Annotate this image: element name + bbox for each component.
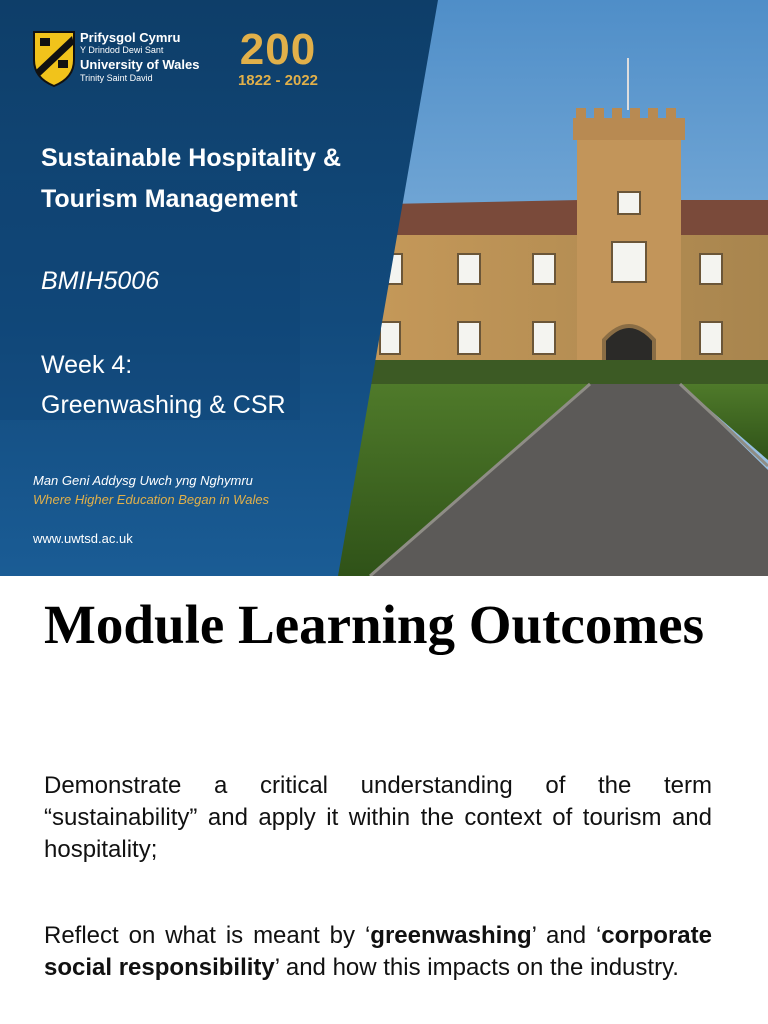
tagline-welsh: Man Geni Addysg Uwch yng Nghymru xyxy=(33,473,253,488)
website-link[interactable]: www.uwtsd.ac.uk xyxy=(33,531,133,546)
university-crest-icon xyxy=(32,30,76,88)
university-subname-welsh: Y Drindod Dewi Sant xyxy=(80,45,164,55)
tagline-english: Where Higher Education Began in Wales xyxy=(33,492,270,507)
week-topic: Greenwashing & CSR xyxy=(41,391,286,419)
outcome-2-text-a: Reflect on what is meant by ‘ xyxy=(44,922,371,949)
learning-outcome-1: Demonstrate a critical understanding of the term “sustainability” and apply it within the context of tourism and hospitality; xyxy=(44,772,712,863)
learning-outcome-2 xyxy=(44,920,712,984)
university-subname-english: Trinity Saint David xyxy=(80,73,153,83)
term-greenwashing: greenwashing xyxy=(370,922,532,949)
outcome-2-text-b: ’ and ‘ xyxy=(531,922,602,949)
bicentenary-number: 200 xyxy=(239,25,317,74)
term-csr: corporate social responsibility xyxy=(44,922,712,981)
course-code: BMIH5006 xyxy=(41,267,160,295)
university-name-welsh: Prifysgol Cymru xyxy=(80,30,181,45)
bicentenary-years: 1822 - 2022 xyxy=(237,72,319,89)
outcome-2-text-c: ’ and how this impacts on the industry. xyxy=(274,954,679,981)
week-block xyxy=(41,345,286,425)
university-name xyxy=(80,30,199,84)
page-heading: Module Learning Outcomes xyxy=(44,594,704,655)
bicentenary-logo xyxy=(226,25,330,90)
course-title: Sustainable Hospitality & Tourism Management xyxy=(41,144,342,213)
university-name-english: University of Wales xyxy=(80,57,200,72)
week-label: Week 4: xyxy=(41,351,133,379)
